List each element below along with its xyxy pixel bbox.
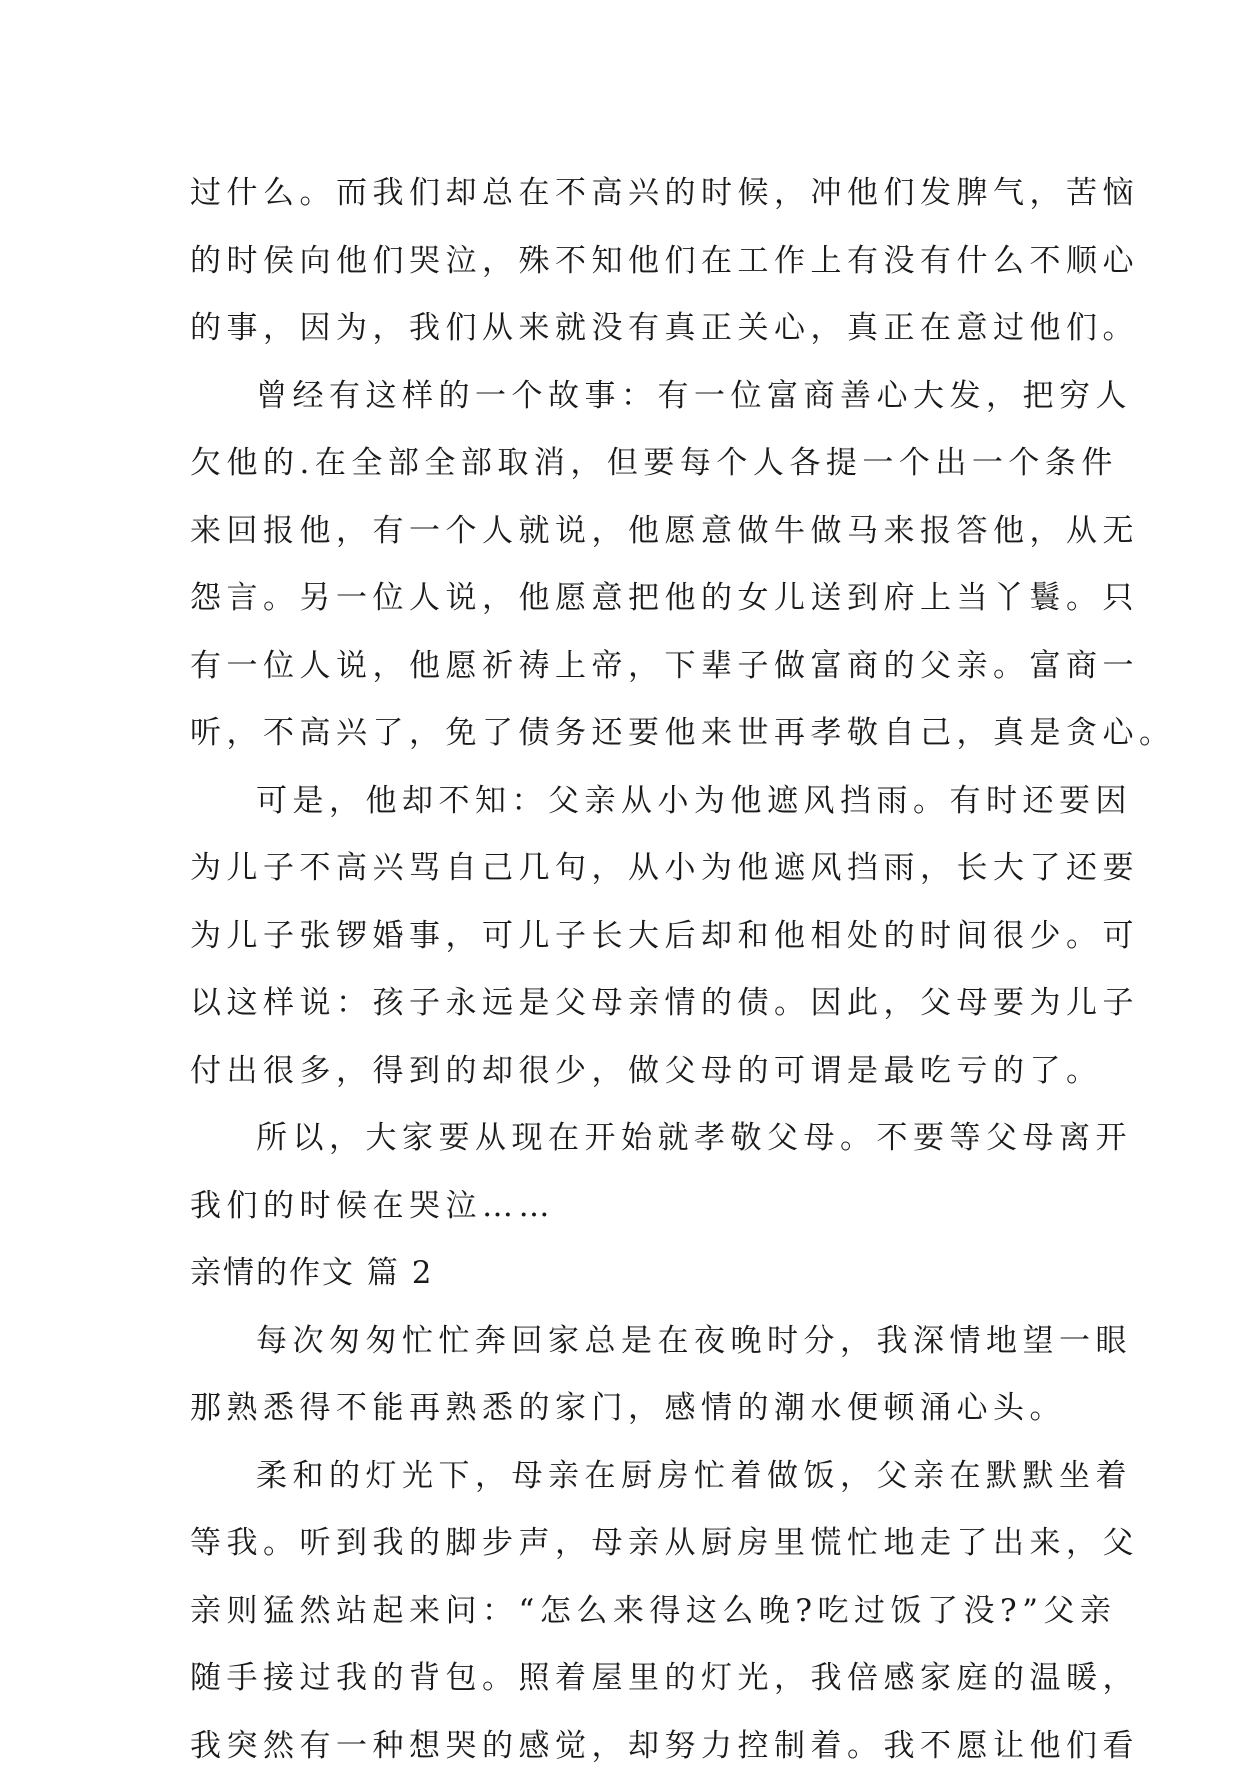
text-line: 为儿子不高兴骂自己几句，从小为他遮风挡雨，长大了还要 (190, 835, 1070, 903)
text-line: 听，不高兴了，免了债务还要他来世再孝敬自己，真是贪心。 (190, 700, 1070, 768)
document-page (190, 160, 1070, 1780)
text-line: 等我。听到我的脚步声，母亲从厨房里慌忙地走了出来，父 (190, 1510, 1070, 1578)
text-line: 亲则猛然站起来问：“怎么来得这么晚?吃过饭了没?”父亲 (190, 1578, 1070, 1646)
paragraph-first-line: 每次匆匆忙忙奔回家总是在夜晚时分，我深情地望一眼 (190, 1308, 1070, 1376)
text-line: 的事，因为，我们从来就没有真正关心，真正在意过他们。 (190, 295, 1070, 363)
text-line: 我突然有一种想哭的感觉，却努力控制着。我不愿让他们看 (190, 1713, 1070, 1780)
text-line: 的时侯向他们哭泣，殊不知他们在工作上有没有什么不顺心 (190, 228, 1070, 296)
text-line: 过什么。而我们却总在不高兴的时候，冲他们发脾气，苦恼 (190, 160, 1070, 228)
paragraph-first-line: 可是，他却不知：父亲从小为他遮风挡雨。有时还要因 (190, 768, 1070, 836)
paragraph-first-line: 柔和的灯光下，母亲在厨房忙着做饭，父亲在默默坐着 (190, 1443, 1070, 1511)
text-line: 欠他的.在全部全部取消，但要每个人各提一个出一个条件 (190, 430, 1070, 498)
text-line: 付出很多，得到的却很少，做父母的可谓是最吃亏的了。 (190, 1038, 1070, 1106)
text-line: 为儿子张锣婚事，可儿子长大后却和他相处的时间很少。可 (190, 903, 1070, 971)
text-line: 那熟悉得不能再熟悉的家门，感情的潮水便顿涌心头。 (190, 1375, 1070, 1443)
paragraph-first-line: 所以，大家要从现在开始就孝敬父母。不要等父母离开 (190, 1105, 1070, 1173)
text-line: 我们的时候在哭泣…… (190, 1173, 1070, 1241)
text-line: 怨言。另一位人说，他愿意把他的女儿送到府上当丫鬟。只 (190, 565, 1070, 633)
paragraph-first-line: 曾经有这样的一个故事：有一位富商善心大发，把穷人 (190, 363, 1070, 431)
text-line: 随手接过我的背包。照着屋里的灯光，我倍感家庭的温暖， (190, 1645, 1070, 1713)
text-line: 有一位人说，他愿祈祷上帝，下辈子做富商的父亲。富商一 (190, 633, 1070, 701)
section-heading: 亲情的作文 篇 2 (190, 1240, 1070, 1308)
text-line: 以这样说：孩子永远是父母亲情的债。因此，父母要为儿子 (190, 970, 1070, 1038)
text-line: 来回报他，有一个人就说，他愿意做牛做马来报答他，从无 (190, 498, 1070, 566)
